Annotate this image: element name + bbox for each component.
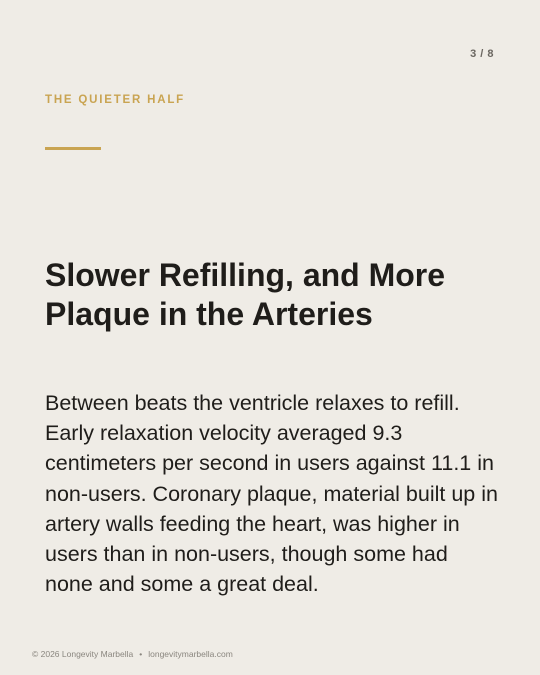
accent-divider	[45, 147, 101, 150]
footer	[32, 649, 233, 659]
page-counter: 3 / 8	[470, 48, 494, 60]
footer-copyright: © 2026 Longevity Marbella	[32, 649, 134, 659]
section-eyebrow: THE QUIETER HALF	[45, 94, 185, 106]
slide-headline: Slower Refilling, and More Plaque in the Arteries	[45, 257, 446, 332]
footer-separator: •	[139, 649, 143, 659]
footer-website-link[interactable]: longevitymarbella.com	[148, 649, 233, 659]
body-paragraph: Between beats the ventricle relaxes to refill. Early relaxation velocity averaged 9.3 centimeters per second in users against 11.1 in non-users. Coronary plaque, material built up in artery walls feeding the heart, was higher in users than in non-users, though some had none and some a great deal.	[45, 391, 498, 597]
